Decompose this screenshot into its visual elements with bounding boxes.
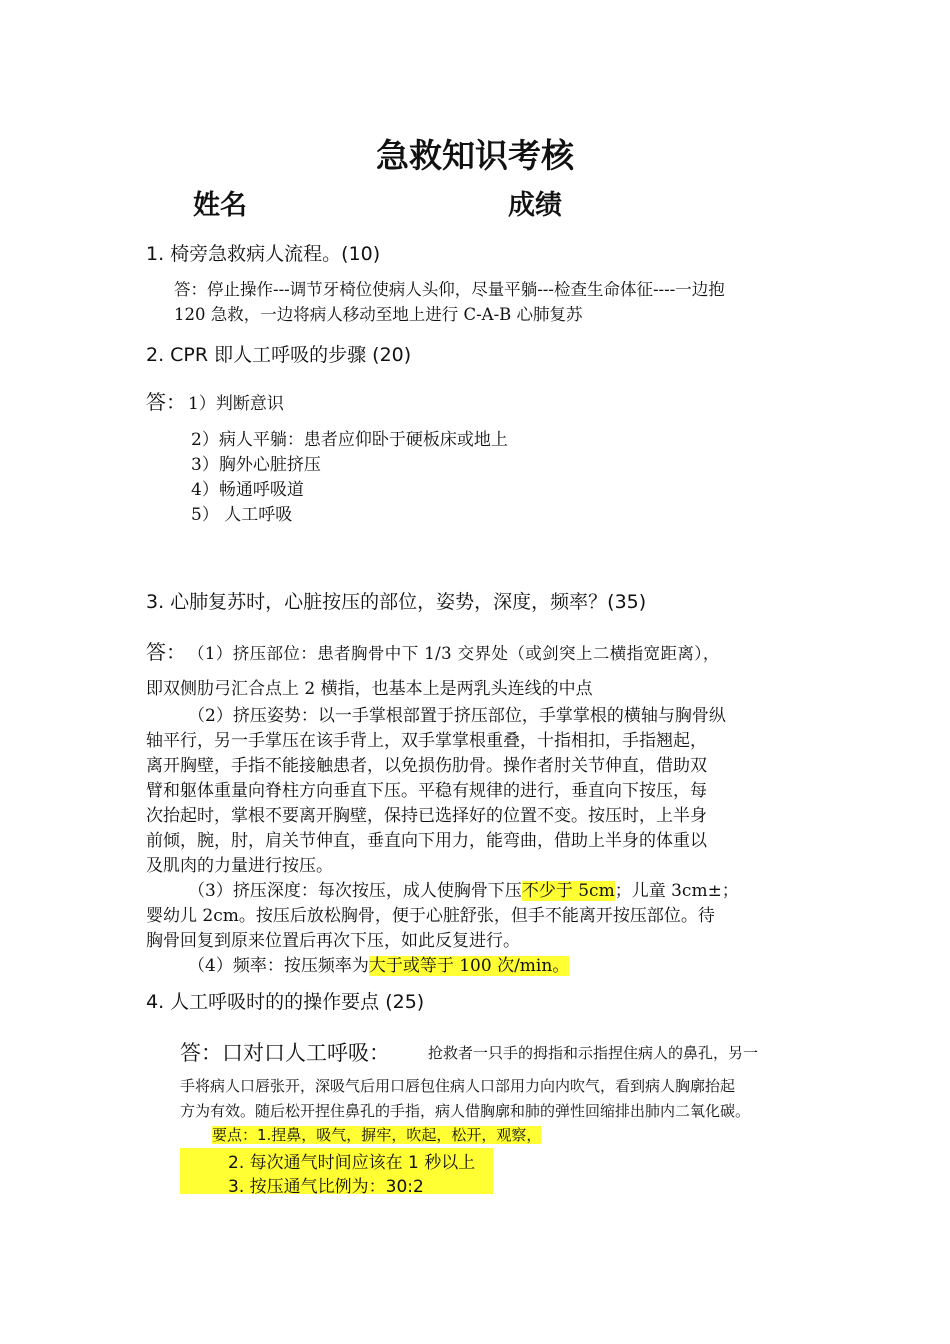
q2-step-5: 5） 人工呼吸 <box>191 505 293 525</box>
q2-answer-prefix: 答： <box>146 390 186 414</box>
q3-part2-line-2: 轴平行，另一手掌压在该手背上，双手掌掌根重叠，十指相扣，手指翘起， <box>146 731 707 751</box>
q1-answer-line-2: 120 急救，一边将病人移动至地上进行 C-A-B 心肺复苏 <box>174 305 583 324</box>
q4-keypoint-1 <box>212 1124 541 1145</box>
question-3: 3. 心肺复苏时，心脏按压的部位，姿势，深度，频率？(35) <box>146 591 647 613</box>
q3-depth-text: （3）挤压深度：每次按压，成人使胸骨下压 <box>188 881 522 901</box>
q3-part3-line-1 <box>188 876 739 901</box>
q3-part1-line-1: （1）挤压部位：患者胸骨中下 1/3 交界处（或剑突上二横指宽距离）， <box>188 644 720 663</box>
q4-keypoint-1-text: 要点：1.捏鼻，吸气，摒牢，吹起，松开，观察， <box>212 1126 542 1144</box>
q4-answer-line-2: 手将病人口唇张开，深吸气后用口唇包住病人口部用力向内吹气，看到病人胸廓抬起 <box>180 1077 736 1095</box>
question-1: 1. 椅旁急救病人流程。(10) <box>146 243 381 265</box>
q3-rate-text: （4）频率：按压频率为 <box>188 956 369 976</box>
q3-part2-line-3: 离开胸壁，手指不能接触患者，以免损伤肋骨。操作者肘关节伸直，借助双 <box>146 756 707 776</box>
q3-part2-line-5: 次抬起时，掌根不要离开胸壁，保持已选择好的位置不变。按压时，上半身 <box>146 806 707 826</box>
score-label: 成绩 <box>508 190 562 221</box>
question-4: 4. 人工呼吸时的的操作要点 (25) <box>146 991 425 1013</box>
q3-rate-highlight: 大于或等于 100 次/min。 <box>368 956 570 976</box>
q2-step-2: 2）病人平躺：患者应仰卧于硬板床或地上 <box>191 430 508 450</box>
q3-part4-line <box>188 951 569 976</box>
q3-part2-line-1: （2）挤压姿势：以一手掌根部置于挤压部位，手掌掌根的横轴与胸骨纵 <box>188 706 726 726</box>
page-title: 急救知识考核 <box>376 136 574 175</box>
q2-step-3: 3）胸外心脏挤压 <box>191 455 321 475</box>
q3-part1-line-2: 即双侧肋弓汇合点上 2 横指，也基本上是两乳头连线的中点 <box>146 679 593 699</box>
q2-step-1: 1）判断意识 <box>188 394 284 414</box>
question-2: 2. CPR 即人工呼吸的步骤 (20) <box>146 344 412 366</box>
q3-answer-prefix: 答： <box>146 640 186 664</box>
q4-keypoint-3: 3. 按压通气比例为：30:2 <box>228 1177 424 1197</box>
q4-keypoint-2: 2. 每次通气时间应该在 1 秒以上 <box>228 1153 476 1173</box>
q3-depth-child-text: ；儿童 3cm±； <box>614 881 739 901</box>
q4-answer-heading: 答：口对口人工呼吸： <box>180 1041 390 1065</box>
q3-depth-highlight: 不少于 5cm <box>521 881 615 901</box>
q4-answer-line-3: 方为有效。随后松开捏住鼻孔的手指，病人借胸廓和肺的弹性回缩排出肺内二氧化碳。 <box>180 1102 751 1120</box>
q3-part2-line-7: 及肌肉的力量进行按压。 <box>146 856 333 876</box>
q4-answer-line-1: 抢救者一只手的拇指和示指捏住病人的鼻孔，另一 <box>428 1044 759 1062</box>
q1-answer-line-1: 答：停止操作---调节牙椅位使病人头仰，尽量平躺---检查生命体征----一边抱 <box>174 280 725 299</box>
q3-part3-line-2: 婴幼儿 2cm。按压后放松胸骨，便于心脏舒张，但手不能离开按压部位。待 <box>146 906 715 926</box>
name-label: 姓名 <box>193 190 247 221</box>
q3-part3-line-3: 胸骨回复到原来位置后再次下压，如此反复进行。 <box>146 931 520 951</box>
q2-step-4: 4）畅通呼吸道 <box>191 480 304 500</box>
q3-part2-line-6: 前倾，腕，肘，肩关节伸直，垂直向下用力，能弯曲，借助上半身的体重以 <box>146 831 707 851</box>
q3-part2-line-4: 臂和躯体重量向脊柱方向垂直下压。平稳有规律的进行，垂直向下按压，每 <box>146 781 707 801</box>
